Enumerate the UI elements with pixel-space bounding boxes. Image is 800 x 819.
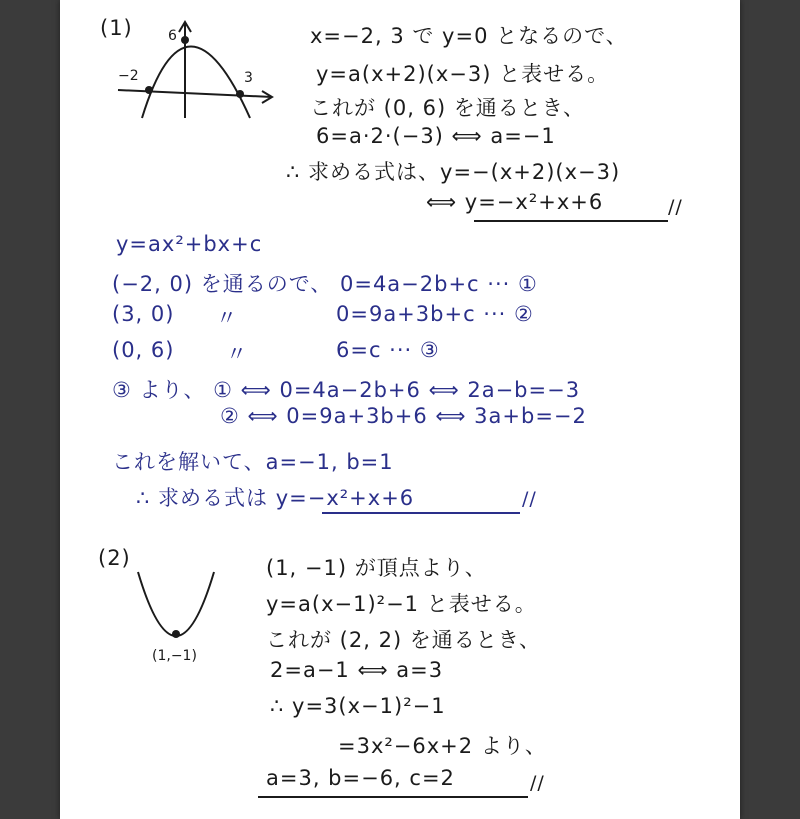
m1-line-0: x=−2, 3 で y=0 となるので、 bbox=[310, 24, 628, 48]
m2-line-5: ② ⟺ 0=9a+3b+6 ⟺ 3a+b=−2 bbox=[220, 404, 587, 428]
m2-line-4: ③ より、 ① ⟺ 0=4a−2b+6 ⟺ 2a−b=−3 bbox=[112, 378, 581, 402]
vertex-label: (1,−1) bbox=[152, 648, 197, 664]
m1-end-mark: // bbox=[668, 196, 683, 218]
handwritten-page bbox=[60, 0, 740, 819]
p2-line-1: y=a(x−1)²−1 と表せる。 bbox=[266, 592, 537, 616]
m2-line-0: y=ax²+bx+c bbox=[116, 232, 263, 256]
m2-line-7: ∴ 求める式は y=−x²+x+6 bbox=[136, 486, 415, 510]
graph-label-intercept: 6 bbox=[168, 28, 177, 44]
part2-label: (2) bbox=[98, 546, 131, 570]
m1-line-4: ∴ 求める式は、y=−(x+2)(x−3) bbox=[286, 160, 621, 184]
p2-line-0: (1, −1) が頂点より、 bbox=[266, 556, 487, 580]
p2-answer-underline bbox=[258, 796, 528, 798]
vertex-point bbox=[172, 630, 180, 638]
graph-label-left-root: −2 bbox=[118, 68, 139, 84]
m2-line-2-eq: 0=9a+3b+c ··· ② bbox=[336, 302, 534, 326]
p2-line-2: これが (2, 2) を通るとき、 bbox=[266, 628, 541, 652]
p2-line-4: ∴ y=3(x−1)²−1 bbox=[270, 694, 446, 718]
m1-line-2: これが (0, 6) を通るとき、 bbox=[310, 96, 585, 120]
m1-line-3: 6=a·2·(−3) ⟺ a=−1 bbox=[316, 124, 556, 148]
m2-line-3-point: (0, 6) bbox=[112, 338, 175, 362]
p2-end-mark: // bbox=[530, 772, 545, 794]
m2-line-6: これを解いて、a=−1, b=1 bbox=[112, 450, 394, 474]
part1-label: (1) bbox=[100, 16, 133, 40]
graph-label-right-root: 3 bbox=[244, 70, 253, 86]
m1-line-1: y=a(x+2)(x−3) と表せる。 bbox=[316, 62, 610, 86]
m2-line-2-point: (3, 0) bbox=[112, 302, 175, 326]
m2-end-mark: // bbox=[522, 488, 537, 510]
p2-line-5: =3x²−6x+2 より、 bbox=[338, 734, 547, 758]
p2-line-3: 2=a−1 ⟺ a=3 bbox=[270, 658, 444, 682]
m2-line-2-ditto: 〃 bbox=[216, 306, 238, 330]
m2-line-3-ditto: 〃 bbox=[226, 342, 248, 366]
m2-line-3-eq: 6=c ··· ③ bbox=[336, 338, 440, 362]
p2-line-6: a=3, b=−6, c=2 bbox=[266, 766, 455, 790]
upward-parabola-curve bbox=[138, 572, 214, 636]
m2-line-1: (−2, 0) を通るので、 0=4a−2b+c ··· ① bbox=[112, 272, 538, 296]
m1-line-5: ⟺ y=−x²+x+6 bbox=[426, 190, 604, 214]
